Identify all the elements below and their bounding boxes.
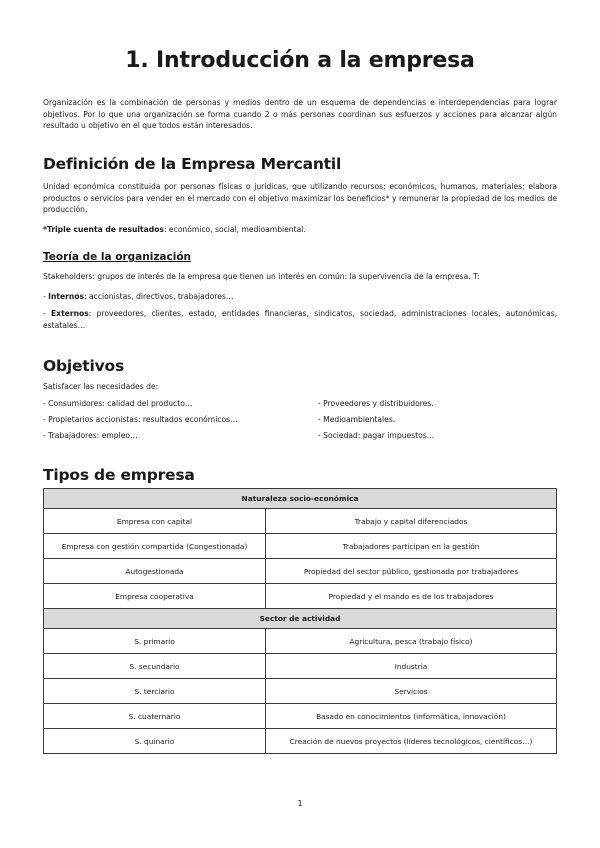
triple-cuenta-text: : económico, social, medioambiental.	[163, 225, 306, 234]
objetivo-right: - Sociedad: pagar impuestos…	[318, 431, 435, 440]
table-row	[44, 559, 557, 584]
table-cell-type: Empresa con capital	[44, 509, 266, 534]
table-section-header	[44, 609, 557, 629]
table-cell-desc: Creación de nuevos proyectos (líderes tecnológicos, científicos…)	[266, 729, 557, 754]
list-item	[43, 414, 557, 430]
objetivo-right: - Medioambientales.	[318, 415, 396, 424]
table-cell-desc: Trabajadores participan en la gestión	[266, 534, 557, 559]
internos-label: Internos	[48, 292, 85, 301]
definicion-paragraph: Unidad económica constituida por personas físicas o jurídicas, que utilizando recursos; económicos, humanos, materiales; elabora productos o servicios para vender en el mercado con el objetivo maximizar los beneficios* y remunerar la propiedad de los medios de producción.	[43, 182, 557, 215]
intro-paragraph: Organización es la combinación de personas y medios dentro de un esquema de dependencias e interdependencias para lograr objetivos. Por lo que una organización se forma cuando 2 o más personas coordinan sus esfuerzos y acciones para alcanzar algún resultado u objetivo en el que todos están interesados.	[43, 98, 557, 131]
internos-prefix: -	[43, 292, 49, 301]
table-cell-type: S. secundario	[44, 654, 266, 679]
list-item	[43, 430, 557, 446]
section-header-cell: Naturaleza socio-económica	[44, 489, 557, 509]
table-row	[44, 729, 557, 754]
list-item	[43, 398, 557, 414]
table-cell-type: S. cuaternario	[44, 704, 266, 729]
section-heading-definicion: Definición de la Empresa Mercantil	[43, 155, 342, 173]
table-cell-desc: Industria	[266, 654, 557, 679]
table-cell-desc: Servicios	[266, 679, 557, 704]
page-title: 1. Introducción a la empresa	[125, 48, 475, 73]
objetivo-left: - Consumidores: calidad del producto…	[43, 399, 193, 408]
externos-line	[43, 308, 557, 331]
table-cell-desc: Propiedad del sector público, gestionada por trabajadores	[266, 559, 557, 584]
table-cell-desc: Propiedad y el mando es de los trabajadores	[266, 584, 557, 609]
internos-line	[43, 291, 557, 303]
subsection-heading-teoria: Teoría de la organización	[43, 251, 192, 263]
section-header-cell: Sector de actividad	[44, 609, 557, 629]
objetivo-left: - Trabajadores: empleo…	[43, 431, 138, 440]
externos-text: : proveedores, clientes, estado, entidades financieras, sindicatos, sociedad, administraciones locales, autonómicas, estatales…	[43, 309, 557, 330]
table-row	[44, 679, 557, 704]
table-cell-desc: Basado en conocimientos (informática, innovación)	[266, 704, 557, 729]
externos-prefix: -	[43, 309, 51, 318]
objetivo-right: - Proveedores y distribuidores.	[318, 399, 434, 408]
table-cell-type: S. primario	[44, 629, 266, 654]
page-number: 1	[297, 799, 303, 808]
table-cell-desc: Trabajo y capital diferenciados	[266, 509, 557, 534]
table-cell-type: Autogestionada	[44, 559, 266, 584]
table-row	[44, 629, 557, 654]
table-row	[44, 584, 557, 609]
objetivos-lead: Satisfacer las necesidades de:	[43, 382, 159, 391]
table-cell-type: S. quinario	[44, 729, 266, 754]
triple-cuenta-line	[43, 224, 557, 236]
table-cell-desc: Agricultura, pesca (trabajo físico)	[266, 629, 557, 654]
table-section-header	[44, 489, 557, 509]
section-heading-tipos: Tipos de empresa	[43, 466, 195, 484]
table-cell-type: S. terciario	[44, 679, 266, 704]
table-cell-type: Empresa cooperativa	[44, 584, 266, 609]
objetivo-left: - Propietarios accionistas: resultados económicos…	[43, 415, 238, 424]
table-cell-type: Empresa con gestión compartida (Congestionada)	[44, 534, 266, 559]
table-row	[44, 654, 557, 679]
internos-text: : accionistas, directivos, trabajadores…	[84, 292, 234, 301]
table-row	[44, 509, 557, 534]
tipos-table	[43, 488, 557, 754]
section-heading-objetivos: Objetivos	[43, 357, 124, 375]
objetivos-list	[43, 398, 557, 446]
table-row	[44, 704, 557, 729]
externos-label: Externos	[50, 309, 89, 318]
teoria-paragraph: Stakeholders: grupos de interés de la empresa que tienen un interés en común: la supervivencia de la empresa. T:	[43, 272, 480, 281]
triple-cuenta-label: *Triple cuenta de resultados	[43, 225, 164, 234]
table-row	[44, 534, 557, 559]
